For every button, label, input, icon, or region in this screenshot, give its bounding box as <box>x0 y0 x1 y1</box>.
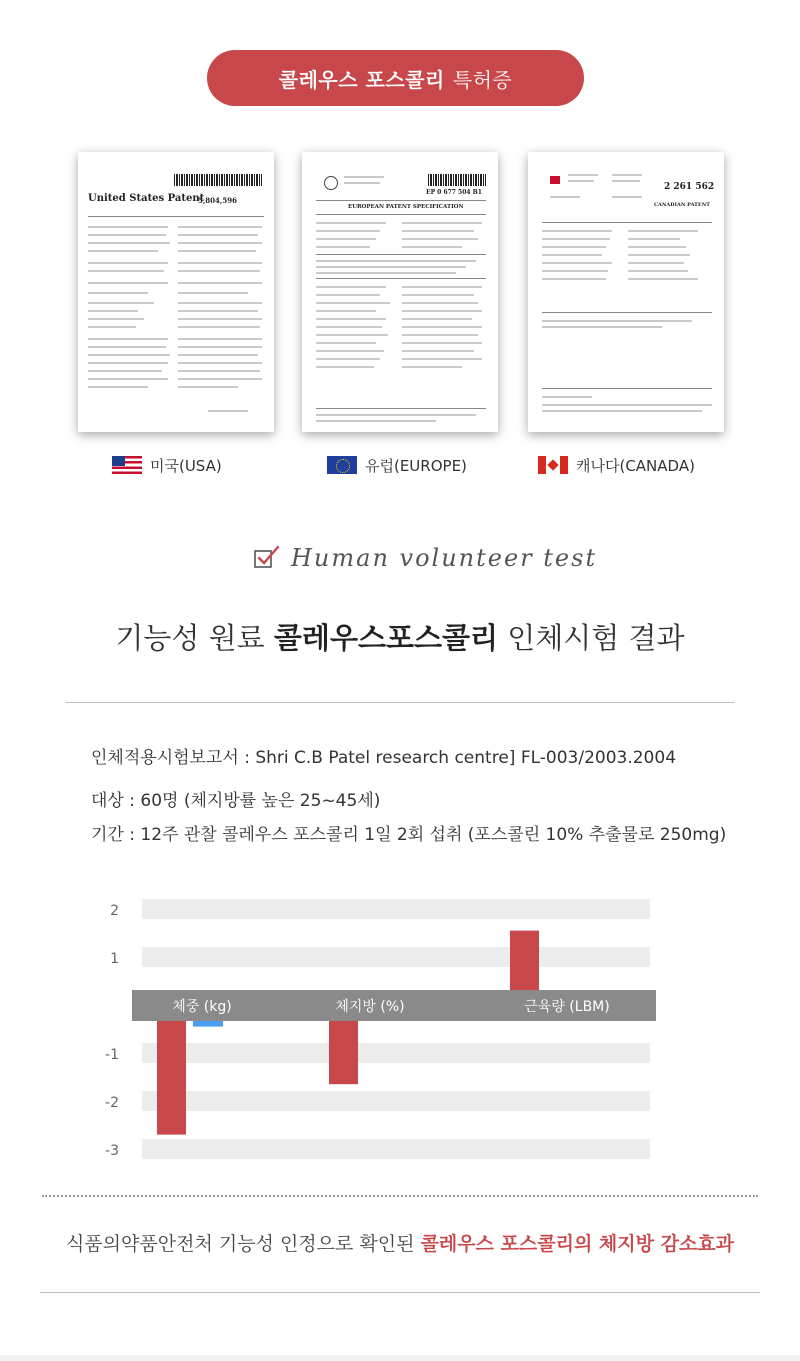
category-label: 근육량 (LBM) <box>524 999 610 1015</box>
y-tick-label: -2 <box>105 1095 119 1111</box>
info-report-line: 인체적용시험보고서 : Shri C.B Patel research centre] FL-003/2003.2004 <box>91 748 677 768</box>
header-title-bold: 콜레우스 포스콜리 <box>278 67 445 92</box>
y-tick-label: 2 <box>110 903 119 919</box>
title-post: 인체시험 결과 <box>498 621 685 655</box>
patent-document-europe <box>302 152 498 432</box>
doc-title-canada: CANADIAN PATENT <box>654 202 710 208</box>
info-subject-line: 대상 : 60명 (체지방률 높은 25~45세) <box>91 791 381 811</box>
y-tick-label: 1 <box>110 951 119 967</box>
y-tick-label: -3 <box>105 1143 119 1159</box>
country-label-europe <box>327 454 467 476</box>
canada-flag-icon <box>538 456 568 474</box>
bar-series-red <box>157 1005 186 1135</box>
info-period-line: 기간 : 12주 관찰 콜레우스 포스콜리 1일 2회 섭취 (포스콜린 10% 추출물로 250mg) <box>91 825 727 845</box>
doc-title-usa: United States Patent <box>88 193 205 204</box>
page-title <box>0 616 800 657</box>
country-label-usa <box>112 454 222 476</box>
grid-band <box>142 1043 650 1063</box>
section-label: Human volunteer test <box>291 544 598 572</box>
title-pre: 기능성 원료 <box>115 621 274 655</box>
bottom-divider <box>40 1292 760 1293</box>
patent-document-usa <box>78 152 274 432</box>
divider <box>66 702 734 703</box>
doc-number-usa: 5,804,596 <box>198 196 237 205</box>
checkbox-check-icon <box>253 545 281 571</box>
human-volunteer-test-label <box>253 544 597 572</box>
country-europe-text: 유럽(EUROPE) <box>365 456 467 475</box>
eu-flag-icon <box>327 456 357 474</box>
country-usa-text: 미국(USA) <box>150 456 222 475</box>
category-label: 체지방 (%) <box>335 999 405 1015</box>
grid-band <box>142 1091 650 1111</box>
summary-text <box>0 1229 800 1256</box>
country-canada-text: 캐나다(CANADA) <box>576 456 695 475</box>
result-bar-chart <box>0 890 800 1180</box>
patent-document-canada <box>528 152 724 432</box>
y-tick-label: -1 <box>105 1047 119 1063</box>
summary-bold: 콜레우스 포스콜리의 체지방 감소효과 <box>420 1233 735 1255</box>
category-label: 체중 (kg) <box>172 999 232 1015</box>
dotted-divider <box>42 1195 758 1197</box>
doc-number-canada: 2 261 562 <box>664 182 715 192</box>
grid-band <box>142 947 650 967</box>
usa-flag-icon <box>112 456 142 474</box>
grid-band <box>142 899 650 919</box>
doc-title-europe: EUROPEAN PATENT SPECIFICATION <box>348 204 464 210</box>
title-bold: 콜레우스포스콜리 <box>273 621 499 655</box>
summary-pre: 식품의약품안전처 기능성 인정으로 확인된 <box>65 1233 421 1255</box>
patent-header-pill <box>207 50 584 106</box>
country-label-canada <box>538 454 695 476</box>
grid-band <box>142 1139 650 1159</box>
header-title-rest: 특허증 <box>452 67 513 92</box>
doc-number-europe: EP 0 677 504 B1 <box>426 189 482 196</box>
footer-band <box>0 1355 800 1361</box>
